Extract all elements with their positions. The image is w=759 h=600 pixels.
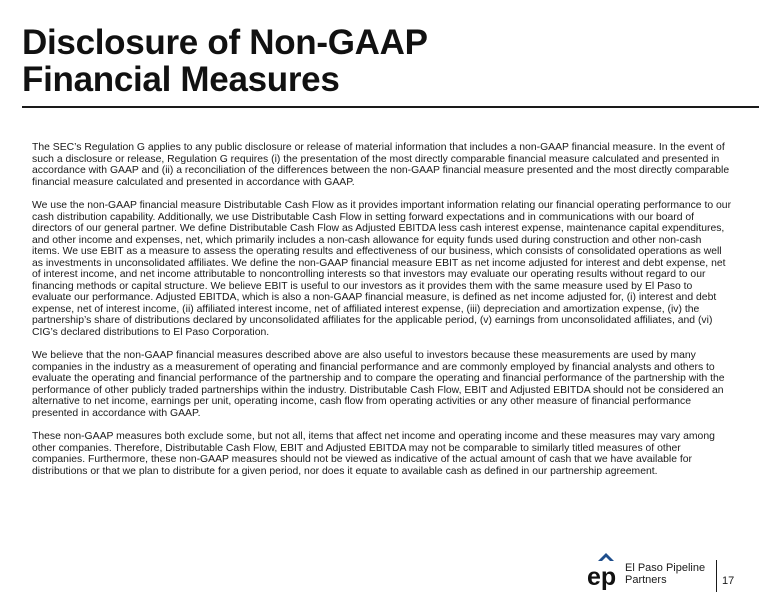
brand-name-line-1: El Paso Pipeline [625, 562, 706, 574]
page-title-line-1: Disclosure of Non-GAAP [22, 23, 428, 62]
paragraph-limitations: These non-GAAP measures both exclude some, but not all, items that affect net income and operating income and these measures may vary among other companies. Therefore, Distributable Cash Flow, EBIT and Adjusted EBITDA may not be comparable to similarly titled measures of other companies. Furthermore, these non-GAAP measures should not be viewed as indicative of the actual amount of cash that we have available for distributions or that we plan to distribute for a given period, nor does it equate to available cash as defined in our partnership agreement. [32, 431, 715, 477]
paragraph-distributable-cash-flow: We use the non-GAAP financial measure Distributable Cash Flow as it provides important information relating our financial operating performance to our cash distribution capability. Additionally, we use Distributable Cash Flow in setting forward expectations and in communications with our board of directors of our general partner. We define Distributable Cash Flow as Adjusted EBITDA less cash interest expense, maintenance capital expenditures, and other income and expenses, net, which primarily includes a non-cash allowance for equity funds used during construction and other non-cash items. We use EBIT as a measure to assess the operating results and effectiveness of our business, which consists of consolidated operations as well as investments in unconsolidated affiliates. We define the non-GAAP financial measure EBIT as net income adjusted for interest and debt expense, net of interest income, and net income attributable to noncontrolling interests so that investors may evaluate our operating results without regard to our financing methods or capital structure. We believe EBIT is useful to our investors as it provides them with the same measure used by El Paso to evaluate our performance. Adjusted EBITDA, which is also a non-GAAP financial measure, is defined as net income adjusted for, (i) interest and debt expense, net of interest income, (ii) affiliated interest income, net of affiliated interest expense, (iii) depreciation and amortization expense, (iv) the partnership’s share of distributions declared by unconsolidated affiliates for the applicable period, (v) earnings from unconsolidated affiliates, and (vi) CIG’s declared distributions to El Paso Corporation. [32, 200, 732, 338]
company-logo [586, 551, 716, 591]
brand-name [625, 562, 705, 586]
page-number: 17 [722, 575, 735, 587]
title-divider [22, 106, 759, 108]
ep-logo-icon [586, 551, 622, 591]
page-title [22, 24, 428, 98]
paragraph-usefulness: We believe that the non-GAAP financial measures described above are also useful to investors because these measurements are used by many companies in the industry as a measurement of operating and financial performance and are commonly employed by financial analysts and others to evaluate the operating and financial performance of the partnership and to compare the operating and financial performance of the partnership with the performance of other publicly traded partnerships within the industry. Distributable Cash Flow, EBIT and Adjusted EBITDA should not be considered an alternative to net income, earnings per unit, operating income, cash flow from operating activities or any other measure of financial performance presented in accordance with GAAP. [32, 350, 725, 419]
footer-divider [716, 560, 717, 592]
logo-letters: ep [587, 563, 617, 591]
paragraph-regulation-g: The SEC’s Regulation G applies to any public disclosure or release of material information that includes a non-GAAP financial measure. In the event of such a disclosure or release, Regulation G requires (i) the presentation of the most directly comparable financial measure calculated and presented in accordance with GAAP and (ii) a reconciliation of the differences between the non-GAAP financial measure presented and the most directly comparable financial measure calculated and presented in accordance with GAAP. [32, 142, 730, 188]
brand-name-line-2: Partners [625, 574, 667, 586]
page-title-line-2: Financial Measures [22, 60, 340, 99]
disclosure-body [32, 142, 732, 489]
